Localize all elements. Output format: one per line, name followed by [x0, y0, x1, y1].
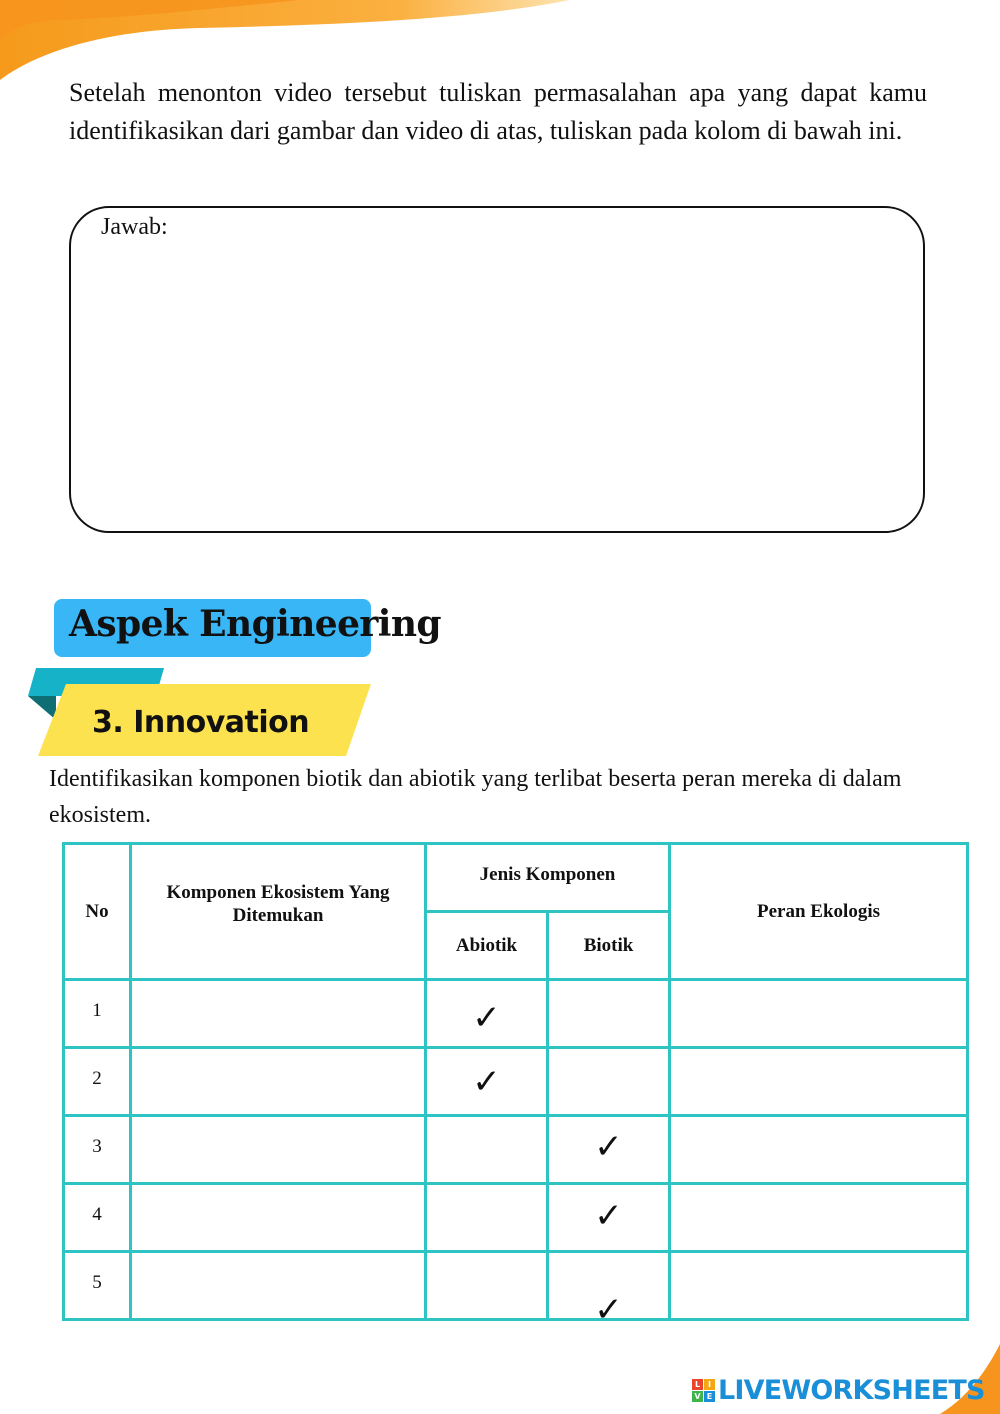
logo-letter: V: [692, 1391, 703, 1402]
abiotic-cell[interactable]: [426, 1184, 548, 1252]
abiotic-cell[interactable]: [426, 1252, 548, 1320]
row-number-cell: [64, 1252, 131, 1320]
row-number: 4: [92, 1203, 102, 1225]
component-input-cell[interactable]: [131, 1184, 426, 1252]
abiotic-cell[interactable]: [426, 980, 548, 1048]
row-number-cell: [64, 1048, 131, 1116]
table-row: [64, 980, 968, 1048]
instruction-paragraph: Identifikasikan komponen biotik dan abiotik yang terlibat beserta peran mereka di dalam ekosistem.: [49, 766, 902, 828]
component-input-cell[interactable]: [131, 1048, 426, 1116]
header-abiotic: Abiotik: [426, 912, 548, 980]
section-title: 3. Innovation: [92, 705, 310, 740]
row-number-cell: [64, 980, 131, 1048]
component-input-cell[interactable]: [131, 1252, 426, 1320]
biotic-cell[interactable]: [548, 980, 670, 1048]
table-row: [64, 1184, 968, 1252]
header-no: No: [64, 844, 131, 980]
check-mark-icon: ✓: [594, 1127, 623, 1167]
check-mark-icon: ✓: [472, 1062, 501, 1102]
header-component-type: [426, 844, 670, 912]
row-number: 2: [92, 1067, 102, 1089]
intro-paragraph: Setelah menonton video tersebut tuliskan permasalahan apa yang dapat kamu identifikasikan dari gambar dan video di atas, tuliskan pada kolom di bawah ini.: [69, 78, 927, 145]
check-mark-icon: ✓: [594, 1290, 623, 1330]
table-row: [64, 1116, 968, 1184]
role-input-cell[interactable]: [670, 1252, 968, 1320]
row-number: 1: [92, 999, 102, 1021]
role-input-cell[interactable]: [670, 1184, 968, 1252]
header-component-type-label: Jenis Komponen: [479, 864, 616, 885]
header-biotic: Biotik: [548, 912, 670, 980]
logo-text: LIVEWORKSHEETS: [718, 1374, 985, 1406]
check-mark-icon: ✓: [594, 1196, 623, 1236]
component-input-cell[interactable]: [131, 980, 426, 1048]
check-mark-icon: ✓: [472, 998, 501, 1038]
table-row: [64, 1252, 968, 1320]
answer-box[interactable]: [69, 206, 925, 533]
logo-icon: [692, 1379, 715, 1402]
header-role: Peran Ekologis: [670, 844, 968, 980]
row-number: 3: [92, 1135, 102, 1157]
row-number: 5: [92, 1271, 102, 1293]
biotic-cell[interactable]: [548, 1252, 670, 1330]
row-number-cell: [64, 1116, 131, 1184]
biotic-cell[interactable]: [548, 1116, 670, 1184]
logo-letter: E: [704, 1391, 715, 1402]
biotic-cell[interactable]: [548, 1048, 670, 1116]
logo-letter: L: [692, 1379, 703, 1390]
liveworksheets-logo[interactable]: [692, 1370, 985, 1410]
abiotic-cell[interactable]: [426, 1048, 548, 1116]
table-row: [64, 1048, 968, 1116]
aspect-engineering-badge: [54, 599, 441, 657]
header-component-label: Komponen Ekosistem Yang Ditemukan: [166, 881, 390, 926]
component-table: [62, 842, 969, 1330]
row-number-cell: [64, 1184, 131, 1252]
logo-letter: I: [704, 1379, 715, 1390]
answer-label: Jawab:: [101, 214, 168, 240]
abiotic-cell[interactable]: [426, 1116, 548, 1184]
role-input-cell[interactable]: [670, 1116, 968, 1184]
aspect-title: Aspek Engineering: [69, 603, 441, 645]
header-component: [131, 844, 426, 980]
role-input-cell[interactable]: [670, 980, 968, 1048]
biotic-cell[interactable]: [548, 1184, 670, 1252]
role-input-cell[interactable]: [670, 1048, 968, 1116]
component-input-cell[interactable]: [131, 1116, 426, 1184]
